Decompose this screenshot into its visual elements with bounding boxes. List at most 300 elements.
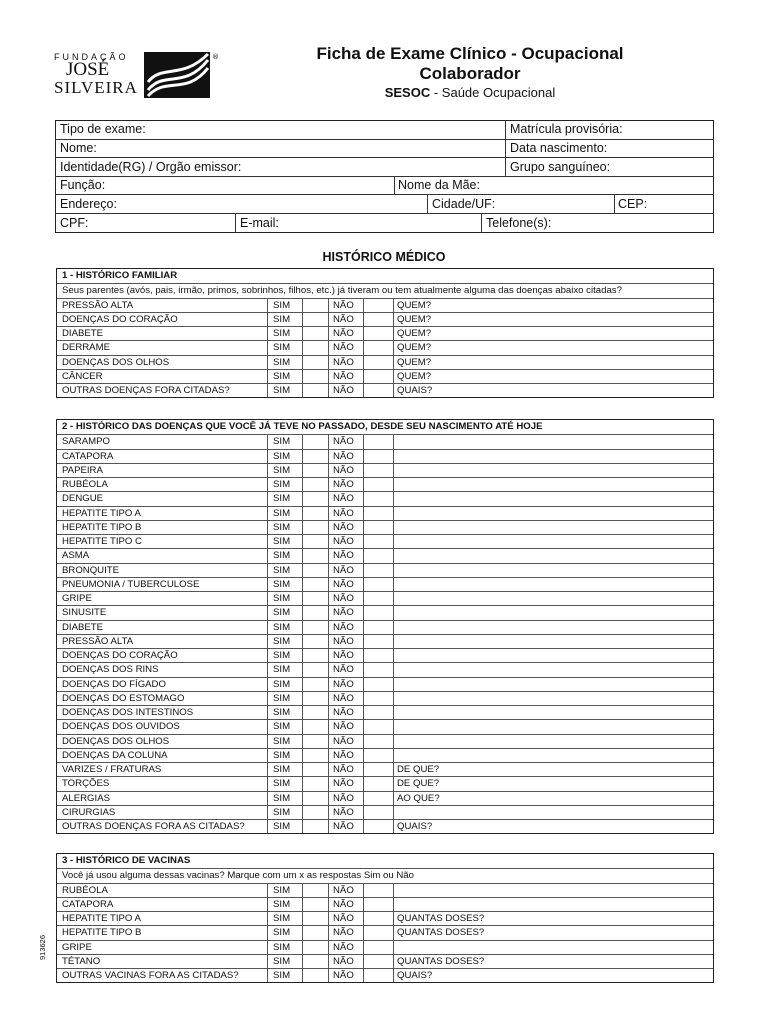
cell-divider: [393, 635, 394, 648]
nao-option[interactable]: NÃO: [333, 607, 354, 619]
cell-divider: [328, 969, 329, 982]
cell-divider: [328, 606, 329, 619]
sec2-title: [57, 420, 713, 434]
condition-label: TÉTANO: [62, 955, 101, 967]
cell-divider: [267, 564, 268, 577]
condition-label: HEPATITE TIPO A: [62, 507, 141, 519]
nao-option[interactable]: NÃO: [333, 941, 354, 953]
cell-divider: [328, 720, 329, 733]
condition-label: DERRAME: [62, 342, 110, 354]
cell-divider: [302, 370, 303, 383]
nao-option[interactable]: NÃO: [333, 550, 354, 562]
cell-divider: [363, 370, 364, 383]
table-row: [57, 449, 713, 463]
nao-option[interactable]: NÃO: [333, 749, 354, 761]
sim-option[interactable]: SIM: [273, 450, 291, 462]
table-row: [57, 776, 713, 790]
cell-divider: [302, 578, 303, 591]
nao-option[interactable]: NÃO: [333, 479, 354, 490]
cell-divider: [267, 549, 268, 562]
field-data-nascimento[interactable]: Data nascimento:: [510, 141, 608, 155]
nao-option[interactable]: NÃO: [333, 664, 354, 676]
cell-divider: [328, 313, 329, 326]
nao-option[interactable]: NÃO: [333, 436, 354, 448]
cell-divider: [328, 663, 329, 676]
cell-divider: [363, 692, 364, 705]
cell-divider: [267, 898, 268, 911]
sim-option[interactable]: SIM: [273, 970, 291, 981]
condition-label: DOENÇAS DOS RINS: [62, 664, 159, 676]
cell-divider: [393, 898, 394, 911]
cell-divider: [302, 564, 303, 577]
sim-option[interactable]: SIM: [273, 342, 291, 354]
nao-option[interactable]: NÃO: [333, 464, 354, 476]
nao-option[interactable]: NÃO: [333, 806, 354, 818]
cell-divider: [328, 592, 329, 605]
cell-divider: [363, 806, 364, 819]
cell-divider: [328, 578, 329, 591]
cell-divider: [393, 521, 394, 534]
sim-option[interactable]: SIM: [273, 884, 291, 896]
sim-option[interactable]: SIM: [273, 635, 291, 647]
detail-field[interactable]: QUAIS?: [397, 970, 433, 981]
cell-divider: [393, 735, 394, 748]
condition-label: ASMA: [62, 550, 90, 562]
cell-divider: [393, 692, 394, 705]
detail-field[interactable]: QUEM?: [397, 342, 432, 354]
table-row: [57, 748, 713, 762]
condition-label: PRESSÃO ALTA: [62, 635, 134, 647]
table-row: [57, 434, 713, 448]
cell-divider: [267, 720, 268, 733]
cell-divider: [302, 327, 303, 340]
cell-divider: [302, 384, 303, 397]
table-row: [57, 534, 713, 548]
sim-option[interactable]: SIM: [273, 385, 291, 396]
cell-divider: [363, 478, 364, 491]
sim-option[interactable]: SIM: [273, 955, 291, 967]
nao-option[interactable]: NÃO: [333, 536, 354, 547]
table-row: [57, 954, 713, 968]
nao-option[interactable]: NÃO: [333, 493, 354, 505]
cell-divider: [363, 450, 364, 463]
nao-option[interactable]: NÃO: [333, 764, 354, 775]
cell-divider: [363, 820, 364, 833]
nao-option[interactable]: NÃO: [333, 328, 354, 339]
sim-option[interactable]: SIM: [273, 550, 291, 562]
nao-option[interactable]: NÃO: [333, 521, 354, 533]
table-row: [57, 605, 713, 619]
sim-option[interactable]: SIM: [273, 536, 291, 547]
nao-option[interactable]: NÃO: [333, 593, 354, 604]
detail-field[interactable]: QUEM?: [397, 328, 432, 339]
cell-divider: [302, 464, 303, 477]
condition-label: DENGUE: [62, 493, 104, 505]
condition-label: OUTRAS DOENÇAS FORA AS CITADAS?: [62, 821, 245, 832]
cell-divider: [328, 384, 329, 397]
sim-option[interactable]: SIM: [273, 328, 291, 339]
sim-option[interactable]: SIM: [273, 436, 291, 448]
sim-option[interactable]: SIM: [273, 692, 291, 704]
table-row: [57, 734, 713, 748]
table-row: [57, 677, 713, 691]
condition-label: CATAPORA: [62, 898, 114, 910]
nao-option[interactable]: NÃO: [333, 621, 354, 633]
nao-option[interactable]: NÃO: [333, 356, 354, 368]
cell-divider: [363, 678, 364, 691]
sim-option[interactable]: SIM: [273, 927, 291, 939]
nao-option[interactable]: NÃO: [333, 970, 354, 981]
cell-divider: [328, 507, 329, 520]
logo-wave-icon: [144, 50, 222, 100]
sim-option[interactable]: SIM: [273, 764, 291, 775]
field-endereco[interactable]: Endereço:: [60, 197, 117, 211]
cell-divider: [267, 749, 268, 762]
sim-option[interactable]: SIM: [273, 578, 291, 590]
condition-label: CIRURGIAS: [62, 806, 116, 818]
nao-option[interactable]: NÃO: [333, 792, 354, 804]
cell-divider: [267, 492, 268, 505]
nao-option[interactable]: NÃO: [333, 884, 354, 896]
cell-divider: [302, 621, 303, 634]
cell-divider: [393, 806, 394, 819]
condition-label: PNEUMONIA / TUBERCULOSE: [62, 578, 200, 590]
cell-divider: [267, 955, 268, 968]
cell-divider: [302, 969, 303, 982]
historico-familiar-table: [56, 268, 714, 398]
field-nome-mae[interactable]: Nome da Mãe:: [398, 178, 480, 192]
cell-divider: [302, 635, 303, 648]
cell-divider: [393, 912, 394, 925]
detail-field[interactable]: QUAIS?: [397, 821, 433, 832]
condition-label: CÂNCER: [62, 370, 103, 382]
cell-divider: [328, 356, 329, 369]
cell-divider: [328, 535, 329, 548]
field-tipo-exame[interactable]: Tipo de exame:: [60, 122, 146, 136]
table-row: [57, 340, 713, 354]
cell-divider: [363, 884, 364, 897]
cell-divider: [393, 535, 394, 548]
cell-divider: [302, 749, 303, 762]
cell-divider: [267, 478, 268, 491]
nao-option[interactable]: NÃO: [333, 735, 354, 747]
table-row: [57, 883, 713, 897]
cell-divider: [302, 941, 303, 954]
cell-divider: [393, 578, 394, 591]
field-funcao[interactable]: Função:: [60, 178, 106, 192]
nao-option[interactable]: NÃO: [333, 564, 354, 576]
detail-field[interactable]: DE QUE?: [397, 764, 440, 775]
cell-divider: [328, 435, 329, 448]
cell-divider: [328, 777, 329, 790]
sim-option[interactable]: SIM: [273, 913, 291, 924]
cell-divider: [267, 692, 268, 705]
detail-field[interactable]: QUANTAS DOSES?: [397, 913, 485, 924]
nao-option[interactable]: NÃO: [333, 913, 354, 924]
cell-divider: [363, 720, 364, 733]
cell-divider: [302, 763, 303, 776]
field-cep[interactable]: CEP:: [618, 197, 648, 211]
table-row: [57, 719, 713, 733]
cell-divider: [393, 549, 394, 562]
cell-divider: [328, 621, 329, 634]
nao-option[interactable]: NÃO: [333, 692, 354, 704]
sec3-title: [57, 854, 713, 868]
cell-divider: [302, 356, 303, 369]
cell-divider: [267, 777, 268, 790]
cell-divider: [328, 464, 329, 477]
cell-divider: [393, 370, 394, 383]
cell-divider: [363, 941, 364, 954]
cell-divider: [328, 370, 329, 383]
field-telefone[interactable]: Telefone(s):: [486, 216, 552, 230]
nao-option[interactable]: NÃO: [333, 707, 354, 718]
detail-field[interactable]: QUEM?: [397, 299, 432, 311]
nao-option[interactable]: NÃO: [333, 650, 354, 661]
cell-divider: [267, 735, 268, 748]
cell-divider: [267, 912, 268, 925]
sim-option[interactable]: SIM: [273, 821, 291, 832]
cell-divider: [363, 649, 364, 662]
cell-divider: [267, 806, 268, 819]
cell-divider: [393, 749, 394, 762]
table-row: [57, 298, 713, 312]
nao-option[interactable]: NÃO: [333, 450, 354, 462]
cell-divider: [363, 606, 364, 619]
cell-divider: [393, 678, 394, 691]
sim-option[interactable]: SIM: [273, 607, 291, 619]
cell-divider: [363, 621, 364, 634]
cell-divider: [328, 649, 329, 662]
table-row: [57, 691, 713, 705]
sec1-intro-text: Seus parentes (avós, pais, irmão, primos, sobrinhos, filhos, etc.) já tiveram ou tem atualmente alguma das doenças abaixo citadas?: [62, 285, 622, 297]
cell-divider: [393, 507, 394, 520]
table-row: [57, 577, 713, 591]
condition-label: DOENÇAS DOS OUVIDOS: [62, 721, 180, 733]
cell-divider: [302, 820, 303, 833]
cell-divider: [393, 649, 394, 662]
table-row: [57, 620, 713, 634]
cell-divider: [267, 521, 268, 534]
cell-divider: [393, 592, 394, 605]
sim-option[interactable]: SIM: [273, 493, 291, 505]
detail-field[interactable]: QUAIS?: [397, 385, 433, 396]
sim-option[interactable]: SIM: [273, 299, 291, 311]
cell-divider: [302, 549, 303, 562]
cell-divider: [393, 884, 394, 897]
table-row: [57, 911, 713, 925]
cell-divider: [328, 941, 329, 954]
cell-divider: [302, 663, 303, 676]
sim-option[interactable]: SIM: [273, 564, 291, 576]
cell-divider: [302, 478, 303, 491]
nao-option[interactable]: NÃO: [333, 299, 354, 311]
cell-divider: [393, 492, 394, 505]
condition-label: CATAPORA: [62, 450, 114, 462]
cell-divider: [363, 898, 364, 911]
dept-name: - Saúde Ocupacional: [430, 85, 556, 100]
sim-option[interactable]: SIM: [273, 507, 291, 519]
cell-divider: [363, 926, 364, 939]
sim-option[interactable]: SIM: [273, 898, 291, 910]
nao-option[interactable]: NÃO: [333, 313, 354, 325]
cell-divider: [393, 763, 394, 776]
logo-line3: SILVEIRA: [54, 78, 138, 97]
cell-divider: [328, 521, 329, 534]
cell-divider: [393, 969, 394, 982]
nao-option[interactable]: NÃO: [333, 821, 354, 832]
cell-divider: [363, 341, 364, 354]
nao-option[interactable]: NÃO: [333, 342, 354, 354]
nao-option[interactable]: NÃO: [333, 578, 354, 590]
cell-divider: [363, 299, 364, 312]
table-row: [57, 791, 713, 805]
sim-option[interactable]: SIM: [273, 707, 291, 718]
table-row: [57, 925, 713, 939]
cell-divider: [393, 356, 394, 369]
cell-divider: [328, 678, 329, 691]
cell-divider: [267, 926, 268, 939]
sim-option[interactable]: SIM: [273, 479, 291, 490]
table-row: [57, 491, 713, 505]
nao-option[interactable]: NÃO: [333, 635, 354, 647]
sim-option[interactable]: SIM: [273, 792, 291, 804]
field-nome[interactable]: Nome:: [60, 141, 97, 155]
detail-field[interactable]: QUEM?: [397, 356, 432, 368]
nao-option[interactable]: NÃO: [333, 370, 354, 382]
cell-divider: [267, 592, 268, 605]
table-row: [57, 805, 713, 819]
cell-divider: [363, 635, 364, 648]
cell-divider: [363, 356, 364, 369]
condition-label: HEPATITE TIPO B: [62, 927, 142, 939]
table-row: [57, 662, 713, 676]
cell-divider: [302, 521, 303, 534]
cell-divider: [267, 649, 268, 662]
sim-option[interactable]: SIM: [273, 621, 291, 633]
cell-divider: [363, 435, 364, 448]
cell-divider: [302, 299, 303, 312]
cell-divider: [267, 820, 268, 833]
condition-label: SINUSITE: [62, 607, 107, 619]
cell-divider: [267, 435, 268, 448]
dept-acronym: SESOC: [384, 85, 431, 100]
sim-option[interactable]: SIM: [273, 735, 291, 747]
cell-divider: [328, 635, 329, 648]
cell-divider: [363, 521, 364, 534]
cell-divider: [363, 492, 364, 505]
cell-divider: [302, 806, 303, 819]
nao-option[interactable]: NÃO: [333, 898, 354, 910]
sim-option[interactable]: SIM: [273, 464, 291, 476]
cell-divider: [302, 955, 303, 968]
field-identidade[interactable]: Identidade(RG) / Orgão emissor:: [60, 160, 242, 174]
table-row: [57, 463, 713, 477]
cell-divider: [393, 663, 394, 676]
cell-divider: [302, 926, 303, 939]
table-row: [57, 762, 713, 776]
nao-option[interactable]: NÃO: [333, 507, 354, 519]
cell-divider: [267, 356, 268, 369]
sec2-title-text: 2 - HISTÓRICO DAS DOENÇAS QUE VOCÊ JÁ TEVE NO PASSADO, DESDE SEU NASCIMENTO ATÉ HOJE: [62, 421, 543, 432]
table-row: [57, 326, 713, 340]
detail-field[interactable]: QUANTAS DOSES?: [397, 927, 485, 939]
cell-divider: [328, 478, 329, 491]
cell-divider: [363, 464, 364, 477]
cell-divider: [393, 299, 394, 312]
historico-vacinas-table: [56, 853, 714, 983]
cell-divider: [328, 706, 329, 719]
cell-divider: [393, 450, 394, 463]
condition-label: VARIZES / FRATURAS: [62, 764, 162, 775]
detail-field[interactable]: QUANTAS DOSES?: [397, 955, 485, 967]
nao-option[interactable]: NÃO: [333, 385, 354, 396]
table-row: [57, 563, 713, 577]
cell-divider: [267, 370, 268, 383]
form-department: [300, 85, 640, 100]
detail-field[interactable]: QUEM?: [397, 370, 432, 382]
nao-option[interactable]: NÃO: [333, 678, 354, 690]
sec1-intro: [57, 283, 713, 297]
field-email[interactable]: E-mail:: [240, 216, 279, 230]
sim-option[interactable]: SIM: [273, 356, 291, 368]
field-grupo-sanguineo[interactable]: Grupo sanguíneo:: [510, 160, 611, 174]
condition-label: BRONQUITE: [62, 564, 120, 576]
cell-divider: [328, 450, 329, 463]
nao-option[interactable]: NÃO: [333, 721, 354, 733]
cell-divider: [393, 435, 394, 448]
table-row: [57, 506, 713, 520]
cell-divider: [267, 384, 268, 397]
cell-divider: [267, 313, 268, 326]
cell-divider: [328, 692, 329, 705]
sim-option[interactable]: SIM: [273, 721, 291, 733]
condition-label: DOENÇAS DO FÍGADO: [62, 678, 166, 690]
cell-divider: [302, 592, 303, 605]
sim-option[interactable]: SIM: [273, 370, 291, 382]
sim-option[interactable]: SIM: [273, 678, 291, 690]
detail-field[interactable]: DE QUE?: [397, 778, 440, 790]
sim-option[interactable]: SIM: [273, 313, 291, 325]
historico-medico-title: HISTÓRICO MÉDICO: [322, 250, 446, 264]
sim-option[interactable]: SIM: [273, 650, 291, 661]
detail-field[interactable]: QUEM?: [397, 313, 432, 325]
table-row: [57, 591, 713, 605]
nao-option[interactable]: NÃO: [333, 955, 354, 967]
detail-field[interactable]: AO QUE?: [397, 792, 440, 804]
sim-option[interactable]: SIM: [273, 749, 291, 761]
sim-option[interactable]: SIM: [273, 521, 291, 533]
nao-option[interactable]: NÃO: [333, 778, 354, 790]
sim-option[interactable]: SIM: [273, 941, 291, 953]
nao-option[interactable]: NÃO: [333, 927, 354, 939]
cell-divider: [328, 749, 329, 762]
condition-label: GRIPE: [62, 593, 92, 604]
condition-label: DIABETE: [62, 328, 104, 339]
sim-option[interactable]: SIM: [273, 806, 291, 818]
sim-option[interactable]: SIM: [273, 778, 291, 790]
cell-divider: [393, 464, 394, 477]
sim-option[interactable]: SIM: [273, 664, 291, 676]
field-matricula[interactable]: Matrícula provisória:: [510, 122, 623, 136]
historico-doencas-table: [56, 419, 714, 834]
cell-divider: [393, 720, 394, 733]
sim-option[interactable]: SIM: [273, 593, 291, 604]
cell-divider: [302, 678, 303, 691]
table-row: [57, 312, 713, 326]
field-cpf[interactable]: CPF:: [60, 216, 89, 230]
field-cidade[interactable]: Cidade/UF:: [432, 197, 496, 211]
